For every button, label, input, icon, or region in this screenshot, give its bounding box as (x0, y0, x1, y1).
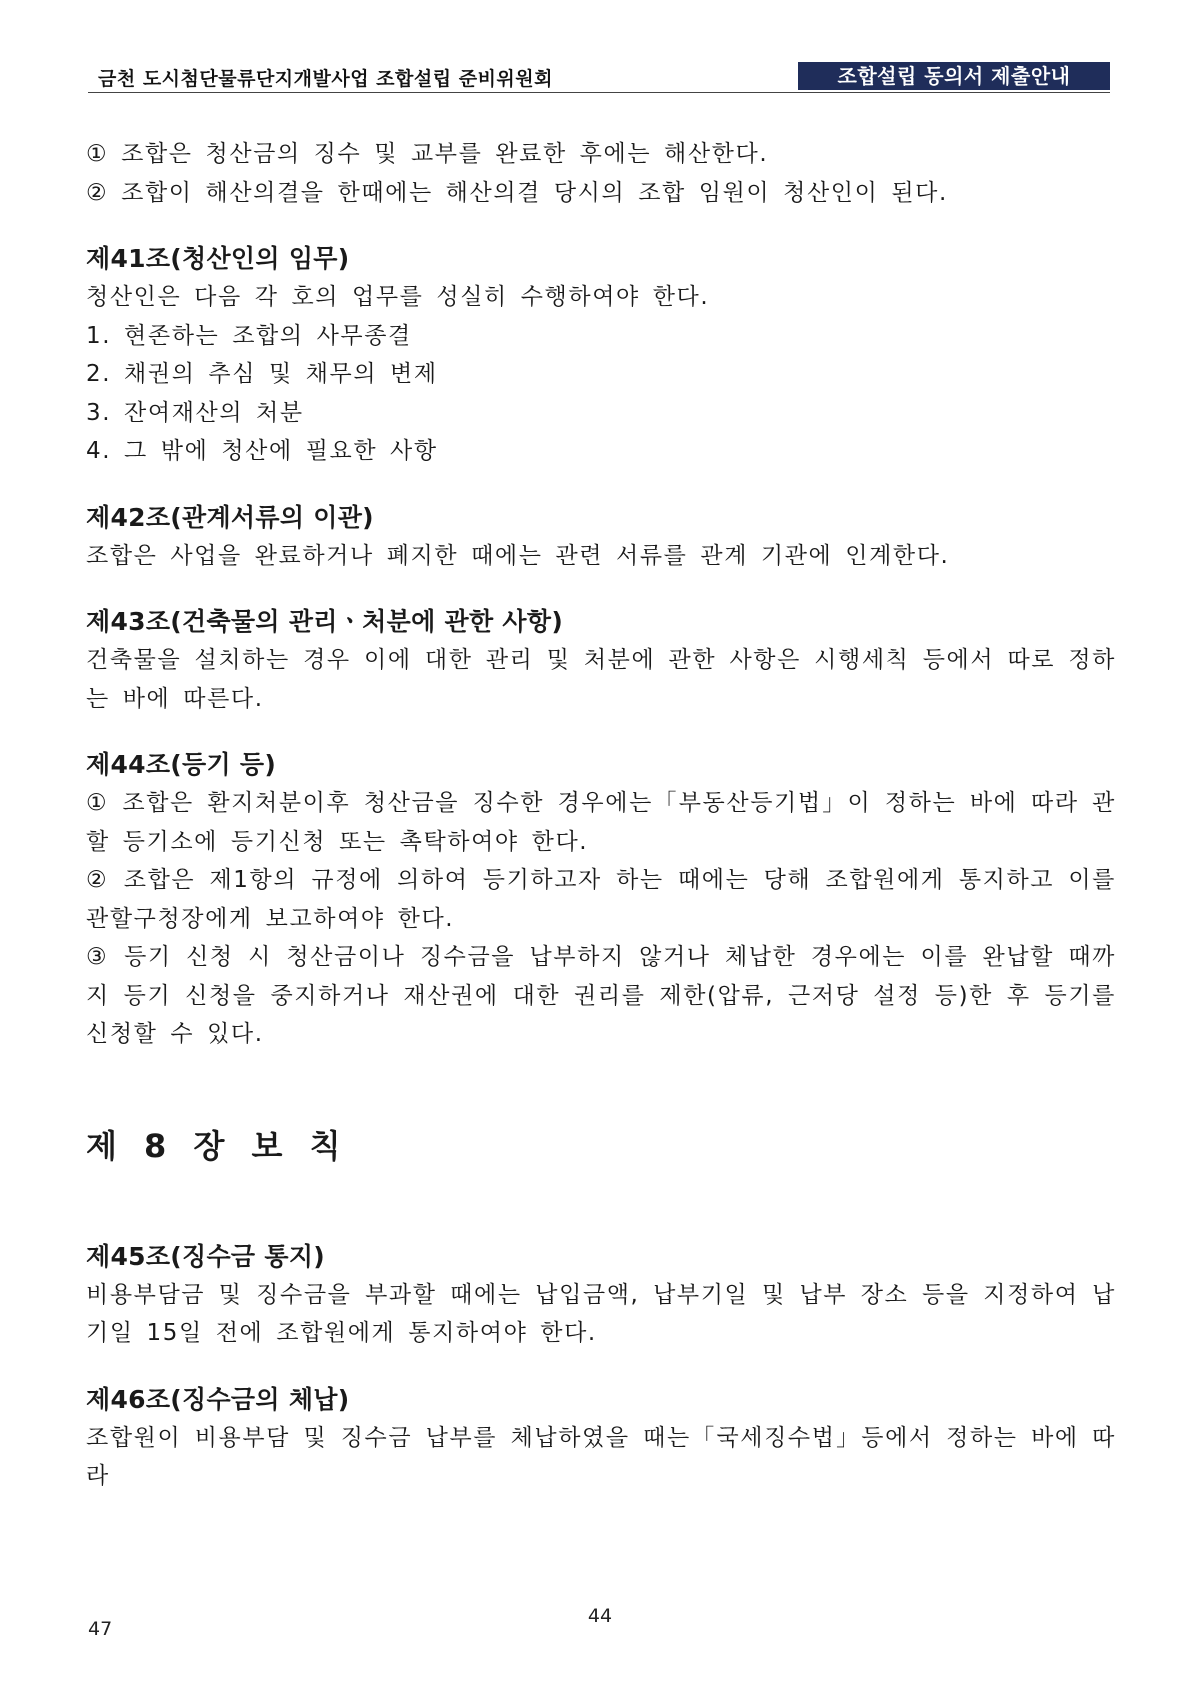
article-45-title: 제45조(징수금 통지) (86, 1241, 325, 1271)
page-header (88, 60, 1110, 93)
article-44-title: 제44조(등기 등) (86, 750, 277, 779)
page-number: 44 (587, 1605, 613, 1627)
article-41-item: 4. 그 밖에 청산에 필요한 사항 (86, 438, 438, 464)
intro-clause-1: ① 조합은 청산금의 징수 및 교부를 완료한 후에는 해산한다. (86, 141, 769, 167)
article-46-title: 제46조(징수금의 체납) (86, 1384, 350, 1414)
article-42-title: 제42조(관계서류의 이관) (86, 502, 374, 532)
chapter-8-title: 제 8 장 보 칙 (86, 1126, 349, 1165)
article-41-title: 제41조(청산인의 임무) (86, 244, 350, 273)
article-44-clause-2: ② 조합은 제1항의 규정에 의하여 등기하고자 하는 때에는 당해 조합원에게 통지하고 이를 관할구청장에게 보고하여야 한다. (86, 867, 1116, 932)
article-46-text: 조합원이 비용부담 및 징수금 납부를 체납하였을 때는「국세징수법」등에서 정하는 바에 따라 (86, 1424, 1116, 1489)
header-organization-title: 금천 도시첨단물류단지개발사업 조합설립 준비위원회 (98, 68, 553, 90)
article-41-item: 1. 현존하는 조합의 사무종결 (86, 322, 412, 349)
header-section-badge: 조합설립 동의서 제출안내 (798, 62, 1110, 90)
article-41-item: 2. 채권의 추심 및 채무의 변제 (86, 361, 438, 387)
article-41-lead: 청산인은 다음 각 호의 업무를 성실히 수행하여야 한다. (86, 284, 710, 310)
document-body (86, 135, 1116, 1496)
article-44-clause-3: ③ 등기 신청 시 청산금이나 징수금을 납부하지 않거나 체납한 경우에는 이를 완납할 때까지 등기 신청을 중지하거나 재산권에 대한 권리를 제한(압류, 근저당 설정 등)한 후 등기를 신청할 수 있다. (86, 944, 1116, 1047)
article-44-clause-1: ① 조합은 환지처분이후 청산금을 징수한 경우에는「부동산등기법」이 정하는 바에 따라 관할 등기소에 등기신청 또는 촉탁하여야 한다. (86, 790, 1116, 855)
article-43-text: 건축물을 설치하는 경우 이에 대한 관리 및 처분에 관한 사항은 시행세칙 등에서 따로 정하는 바에 따른다. (86, 647, 1116, 712)
article-43-title: 제43조(건축물의 관리ㆍ처분에 관한 사항) (86, 607, 564, 636)
corner-page-number: 47 (88, 1618, 113, 1640)
article-45-text: 비용부담금 및 징수금을 부과할 때에는 납입금액, 납부기일 및 납부 장소 등을 지정하여 납기일 15일 전에 조합원에게 통지하여야 한다. (86, 1281, 1116, 1346)
intro-clause-2: ② 조합이 해산의결을 한때에는 해산의결 당시의 조합 임원이 청산인이 된다. (86, 179, 948, 206)
article-41-item: 3. 잔여재산의 처분 (86, 399, 304, 426)
article-42-text: 조합은 사업을 완료하거나 폐지한 때에는 관련 서류를 관계 기관에 인계한다. (86, 542, 950, 569)
